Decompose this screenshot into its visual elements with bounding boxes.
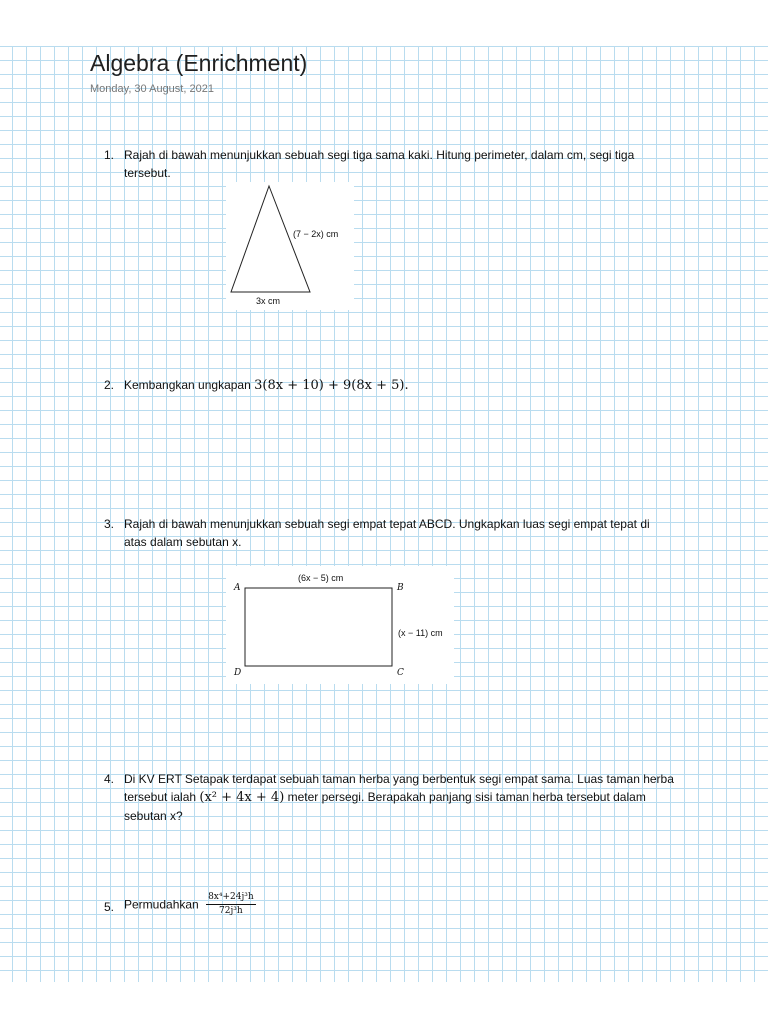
question-number: 3. bbox=[104, 517, 115, 531]
question-1 bbox=[104, 146, 674, 182]
isosceles-triangle-figure bbox=[226, 182, 354, 310]
vertex-c-label: C bbox=[397, 668, 404, 678]
vertex-a-label: A bbox=[234, 583, 241, 593]
question-3 bbox=[104, 515, 674, 551]
question-5 bbox=[104, 892, 674, 917]
vertex-d-label: D bbox=[234, 668, 242, 678]
triangle-side-label: (7 − 2x) cm bbox=[293, 229, 339, 239]
question-text: Permudahkan bbox=[124, 897, 199, 912]
question-2 bbox=[104, 376, 674, 395]
grid-background bbox=[0, 46, 768, 982]
rectangle-abcd-figure bbox=[226, 566, 454, 684]
question-expression: (x² + 4x + 4) bbox=[199, 790, 285, 805]
question-4 bbox=[104, 770, 674, 825]
question-number: 2. bbox=[104, 378, 115, 392]
fraction-numerator: 8x⁴+24j³h bbox=[206, 892, 256, 905]
question-number: 1. bbox=[104, 148, 115, 162]
question-number: 5. bbox=[104, 900, 115, 914]
fraction-expression bbox=[206, 892, 256, 917]
question-text: Kembangkan ungkapan bbox=[124, 378, 251, 392]
question-text-before: Di KV ERT Setapak terdapat sebuah taman herba yang berbentuk segi empat sama. Luas taman herba tersebut ialah bbox=[124, 772, 674, 804]
fraction-denominator: 72j³h bbox=[219, 906, 243, 916]
question-text: Rajah di bawah menunjukkan sebuah segi tiga sama kaki. Hitung perimeter, dalam cm, segi tiga tersebut. bbox=[124, 148, 635, 180]
rectangle-right-label: (x − 11) cm bbox=[398, 628, 443, 638]
page-title: Algebra (Enrichment) bbox=[90, 50, 308, 76]
triangle-base-label: 3x cm bbox=[256, 296, 281, 306]
question-text-after: meter persegi. Berapakah panjang sisi taman herba tersebut dalam sebutan x? bbox=[124, 790, 646, 823]
vertex-b-label: B bbox=[397, 583, 404, 593]
question-expression: 3(8x + 10) + 9(8x + 5). bbox=[254, 378, 409, 393]
rectangle-top-label: (6x − 5) cm bbox=[298, 573, 344, 583]
question-text: Rajah di bawah menunjukkan sebuah segi empat tepat ABCD. Ungkapkan luas segi empat tepat di atas dalam sebutan x. bbox=[124, 517, 650, 549]
page-date: Monday, 30 August, 2021 bbox=[90, 83, 214, 95]
question-number: 4. bbox=[104, 772, 115, 786]
